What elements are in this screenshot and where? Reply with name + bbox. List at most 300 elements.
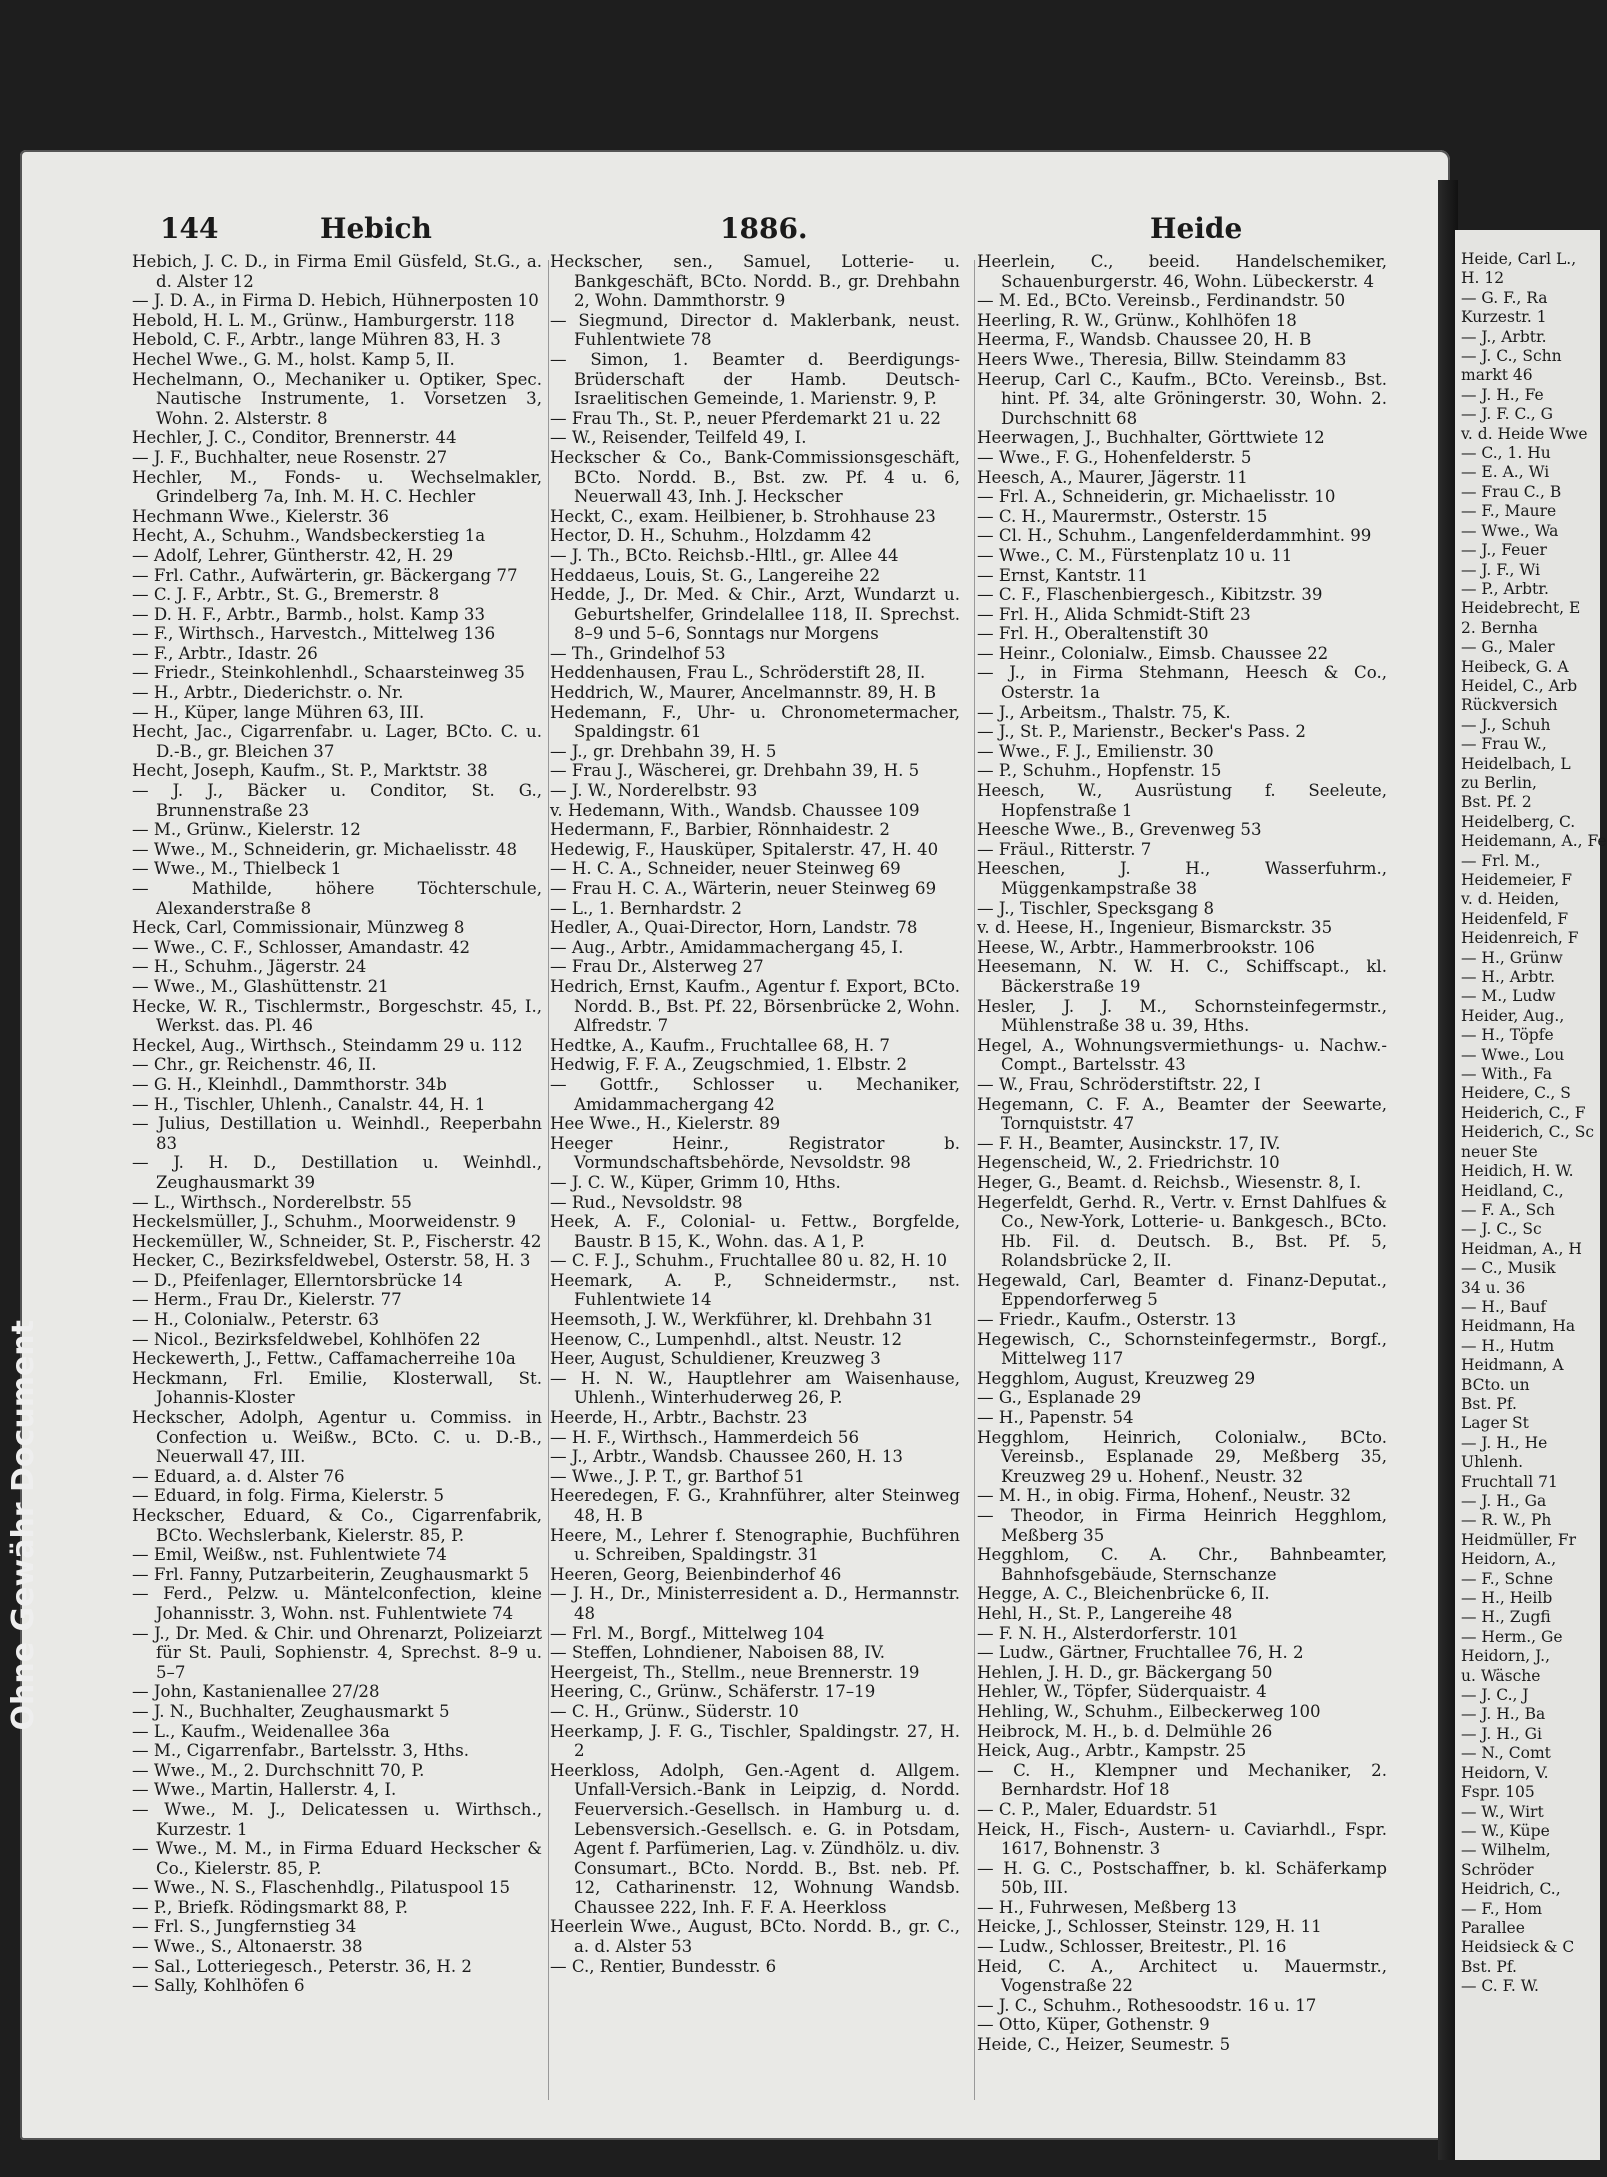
directory-entry: Heering, C., Grünw., Schäferstr. 17–19 <box>550 1682 876 1702</box>
adjacent-page-line: neuer Ste <box>1461 1142 1538 1161</box>
directory-entry: Heerlein, C., beeid. Handelschemiker, Schauenburgerstr. 46, Wohn. Lübeckerstr. 4 <box>977 252 1387 291</box>
directory-entry: Heemark, A. P., Schneidermstr., nst. Fuhlentwiete 14 <box>550 1270 960 1310</box>
directory-entry: Hebold, C. F., Arbtr., lange Mühren 83, H. 3 <box>132 330 501 350</box>
directory-entry: — Chr., gr. Reichenstr. 46, II. <box>132 1055 377 1075</box>
directory-entry: — J. J., Bäcker u. Conditor, St. G., Brunnenstraße 23 <box>132 781 542 820</box>
directory-entry: — Eduard, in folg. Firma, Kielerstr. 5 <box>132 1486 445 1506</box>
directory-entry: Heckscher & Co., Bank-Commissionsgeschäft, BCto. Nordd. B., Bst. zw. Pf. 4 u. 6, Neuerwall 43, Inh. J. Heckscher <box>550 447 960 507</box>
adjacent-page-line: Heiderich, C., Sc <box>1461 1123 1595 1142</box>
directory-entry: Heddrich, W., Maurer, Ancelmannstr. 89, H. B <box>550 683 937 703</box>
directory-entry: — J., Tischler, Specksgang 8 <box>977 898 1215 918</box>
adjacent-page-line: — J. F. C., G <box>1461 405 1553 424</box>
directory-entry: Heid, C. A., Architect u. Mauermstr., Vogenstraße 22 <box>977 1956 1387 1996</box>
directory-entry: Heerma, F., Wandsb. Chaussee 20, H. B <box>977 330 1312 350</box>
directory-entry: Hechmann Wwe., Kielerstr. 36 <box>132 506 389 526</box>
directory-entry: Hecht, A., Schuhm., Wandsbeckerstieg 1a <box>132 526 486 546</box>
directory-entry: — G. H., Kleinhdl., Dammthorstr. 34b <box>132 1074 447 1094</box>
directory-entry: Heckscher, Adolph, Agentur u. Commiss. in Confection u. Weißw., BCto. C. u. D.-B., Neuerwall 47, III. <box>132 1408 542 1467</box>
directory-entry: — Cl. H., Schuhm., Langenfelderdammhint. 99 <box>977 526 1372 546</box>
directory-entry: — W., Frau, Schröderstiftstr. 22, I <box>977 1074 1261 1094</box>
directory-entry: Heide, C., Heizer, Seumestr. 5 <box>977 2035 1231 2055</box>
directory-entry: — D., Pfeifenlager, Ellerntorsbrücke 14 <box>132 1270 463 1290</box>
directory-column-3 <box>977 252 1387 2112</box>
directory-entry: Heck, Carl, Commissionair, Münzweg 8 <box>132 918 465 938</box>
directory-entry: — J. C. W., Küper, Grimm 10, Hths. <box>550 1172 841 1192</box>
left-running-head: Hebich <box>320 212 432 245</box>
adjacent-page-line: Lager St <box>1461 1414 1529 1433</box>
directory-entry: — Wwe., J. P. T., gr. Barthof 51 <box>550 1466 805 1486</box>
directory-entry: v. Hedemann, With., Wandsb. Chaussee 109 <box>550 800 920 820</box>
directory-entry: — Wwe., M. J., Delicatessen u. Wirthsch., Kurzestr. 1 <box>132 1799 542 1839</box>
directory-entry: — Heinr., Colonialw., Eimsb. Chaussee 22 <box>977 643 1329 663</box>
adjacent-page-line: — E. A., Wi <box>1461 463 1550 482</box>
directory-entry: Hegewald, Carl, Beamter d. Finanz-Deputat., Eppendorferweg 5 <box>977 1270 1387 1310</box>
directory-entry: Hedermann, F., Barbier, Rönnhaidestr. 2 <box>550 820 890 840</box>
directory-entry: — H., Colonialw., Peterstr. 63 <box>132 1310 380 1330</box>
directory-entry: — C. J. F., Arbtr., St. G., Bremerstr. 8 <box>132 585 440 605</box>
adjacent-page-line: Fspr. 105 <box>1461 1783 1535 1802</box>
directory-entry: Hegewisch, C., Schornsteinfegermstr., Borgf., Mittelweg 117 <box>977 1329 1387 1369</box>
directory-entry: — Ludw., Gärtner, Fruchtallee 76, H. 2 <box>977 1643 1304 1663</box>
directory-entry: Heddenhausen, Frau L., Schröderstift 28, II. <box>550 663 926 683</box>
directory-entry: Heese, W., Arbtr., Hammerbrookstr. 106 <box>977 937 1315 957</box>
directory-entry: Heick, Aug., Arbtr., Kampstr. 25 <box>977 1741 1247 1761</box>
directory-entry: — J., Arbeitsm., Thalstr. 75, K. <box>977 702 1231 722</box>
directory-entry: — M., Cigarrenfabr., Bartelsstr. 3, Hths. <box>132 1741 470 1761</box>
adjacent-page-line: — G. F., Ra <box>1461 288 1548 307</box>
directory-entry: Heek, A. F., Colonial- u. Fettw., Borgfelde, Baustr. B 15, K., Wohn. das. A 1, P. <box>550 1212 960 1251</box>
directory-entry: — J. F., Buchhalter, neue Rosenstr. 27 <box>132 447 448 467</box>
adjacent-page-line: — J. H., Ba <box>1461 1705 1546 1724</box>
directory-entry: — J. N., Buchhalter, Zeughausmarkt 5 <box>132 1701 450 1721</box>
adjacent-page-line: Heidmann, A <box>1461 1356 1564 1375</box>
adjacent-page-line: — P., Arbtr. <box>1461 579 1549 598</box>
adjacent-page-line: — F. A., Sch <box>1461 1200 1555 1219</box>
page-number: 144 <box>160 212 219 245</box>
adjacent-page-line: — J. F., Wi <box>1461 560 1541 579</box>
directory-entry: — Theodor, in Firma Heinrich Hegghlom, Meßberg 35 <box>977 1506 1387 1545</box>
directory-entry: — Frl. H., Alida Schmidt-Stift 23 <box>977 604 1251 624</box>
adjacent-page-line: — Wwe., Lou <box>1461 1045 1565 1064</box>
directory-entry: Hegerfeldt, Gerhd. R., Vertr. v. Ernst Dahlfues & Co., New-York, Lotterie- u. Bankgesch., BCto. Hb. Fil. d. Deutsch. B., Bst. Pf. 5, Rolandsbrücke 2, II. <box>977 1192 1387 1271</box>
directory-entry: — W., Reisender, Teilfeld 49, I. <box>550 428 807 448</box>
directory-entry: — H. C. A., Schneider, neuer Steinweg 69 <box>550 859 901 879</box>
adjacent-page-line: 34 u. 36 <box>1461 1278 1526 1297</box>
directory-entry: — Frl. A., Schneiderin, gr. Michaelisstr. 10 <box>977 487 1336 507</box>
book-page <box>20 150 1450 2140</box>
directory-entry: — Wwe., C. F., Schlosser, Amandastr. 42 <box>132 937 471 957</box>
directory-entry: — J. H. D., Destillation u. Weinhdl., Zeughausmarkt 39 <box>132 1153 542 1192</box>
directory-entry: — Fräul., Ritterstr. 7 <box>977 839 1152 859</box>
adjacent-page-line: Heidmann, Ha <box>1461 1317 1576 1336</box>
directory-entry: — C. P., Maler, Eduardstr. 51 <box>977 1799 1219 1819</box>
directory-entry: — F., Arbtr., Idastr. 26 <box>132 643 318 663</box>
directory-entry: Hechler, J. C., Conditor, Brennerstr. 44 <box>132 428 457 448</box>
directory-entry: Heckmann, Frl. Emilie, Klosterwall, St. Johannis-Kloster <box>132 1368 542 1408</box>
directory-entry: — Wwe., N. S., Flaschenhdlg., Pilatuspool 15 <box>132 1878 511 1898</box>
directory-entry: — Ernst, Kantstr. 11 <box>977 565 1148 585</box>
directory-entry: Heergeist, Th., Stellm., neue Brennerstr. 19 <box>550 1662 920 1682</box>
side-stamp <box>0 1320 41 2020</box>
directory-column-2 <box>550 252 960 2112</box>
adjacent-page-column <box>1461 250 1607 1997</box>
directory-entry: — Wwe., C. M., Fürstenplatz 10 u. 11 <box>977 545 1293 565</box>
directory-entry: Hegenscheid, W., 2. Friedrichstr. 10 <box>977 1153 1280 1173</box>
directory-entry: — Frl. Fanny, Putzarbeiterin, Zeughausmarkt 5 <box>132 1564 529 1584</box>
directory-entry: — Sal., Lotteriegesch., Peterstr. 36, H. 2 <box>132 1956 472 1976</box>
directory-entry: Hesler, J. J. M., Schornsteinfegermstr., Mühlenstraße 38 u. 39, Hths. <box>977 996 1387 1036</box>
adjacent-page-line: — Herm., Ge <box>1461 1627 1563 1646</box>
adjacent-page-line: Heidsieck & C <box>1461 1938 1575 1957</box>
directory-entry: Hecht, Joseph, Kaufm., St. P., Marktstr. 38 <box>132 761 488 781</box>
directory-entry: — Wwe., M. M., in Firma Eduard Heckscher & Co., Kielerstr. 85, P. <box>132 1839 542 1878</box>
adjacent-page-line: Heidemeier, F <box>1461 871 1573 889</box>
directory-entry: — H., Fuhrwesen, Meßberg 13 <box>977 1897 1237 1917</box>
directory-entry: Heckewerth, J., Fettw., Caffamacherreihe 10a <box>132 1349 516 1369</box>
directory-entry: Hegge, A. C., Bleichenbrücke 6, II. <box>977 1584 1270 1604</box>
directory-entry: — Friedr., Kaufm., Osterstr. 13 <box>977 1310 1237 1330</box>
directory-entry: Hebold, H. L. M., Grünw., Hamburgerstr. 118 <box>132 310 515 330</box>
directory-entry: — J., St. P., Marienstr., Becker's Pass. 2 <box>977 722 1306 742</box>
directory-entry: — J., Dr. Med. & Chir. und Ohrenarzt, Polizeiarzt für St. Pauli, Sophienstr. 4, Sprechst. 8–9 u. 5–7 <box>132 1623 542 1682</box>
directory-entry: Heckemüller, W., Schneider, St. P., Fischerstr. 42 <box>132 1231 542 1251</box>
adjacent-page-line: Heiderich, C., F <box>1461 1103 1586 1122</box>
directory-entry: — F. H., Beamter, Ausinckstr. 17, IV. <box>977 1133 1281 1153</box>
adjacent-page-line: — J., Arbtr. <box>1461 327 1547 346</box>
adjacent-page-line: — H., Arbtr. <box>1461 968 1556 987</box>
directory-entry: — C. H., Grünw., Süderstr. 10 <box>550 1701 799 1721</box>
adjacent-page-line: — F., Maure <box>1461 502 1557 521</box>
directory-entry: Hecke, W. R., Tischlermstr., Borgeschstr. 45, I., Werkst. das. Pl. 46 <box>132 996 542 1036</box>
directory-entry: Hedler, A., Quai-Director, Horn, Landstr. 78 <box>550 918 918 938</box>
directory-entry: — C. F., Flaschenbiergesch., Kibitzstr. 39 <box>977 585 1323 605</box>
directory-entry: Hehlen, J. H. D., gr. Bäckergang 50 <box>977 1662 1273 1682</box>
directory-entry: Heckelsmüller, J., Schuhm., Moorweidenstr. 9 <box>132 1212 517 1232</box>
adjacent-page-line: Heidemann, A., Fe <box>1461 832 1607 851</box>
adjacent-page-line: — J., Schuh <box>1461 715 1551 734</box>
directory-entry: Hebich, J. C. D., in Firma Emil Güsfeld, St.G., a. d. Alster 12 <box>132 252 542 291</box>
directory-entry: — Gottfr., Schlosser u. Mechaniker, Amidammachergang 42 <box>550 1074 960 1114</box>
directory-entry: Heckel, Aug., Wirthsch., Steindamm 29 u. 112 <box>132 1035 523 1055</box>
adjacent-page-line: — Frau C., B <box>1461 482 1562 501</box>
directory-entry: — H., Arbtr., Diederichstr. o. Nr. <box>132 683 404 703</box>
adjacent-page-line: — H., Bauf <box>1461 1297 1547 1316</box>
adjacent-page-line: — H., Hutm <box>1461 1336 1555 1355</box>
directory-entry: Heers Wwe., Theresia, Billw. Steindamm 83 <box>977 349 1347 369</box>
adjacent-page-line: markt 46 <box>1461 366 1533 385</box>
adjacent-page-line: u. Wäsche <box>1461 1666 1541 1685</box>
adjacent-page-line: Heider, Aug., <box>1461 1006 1565 1025</box>
directory-entry: Heeschen, J. H., Wasserfuhrm., Müggenkampstraße 38 <box>977 859 1387 898</box>
directory-entry: — L., Wirthsch., Norderelbstr. 55 <box>132 1192 412 1212</box>
adjacent-page-line: — H., Grünw <box>1461 948 1563 967</box>
directory-entry: v. d. Heese, H., Ingenieur, Bismarckstr. 35 <box>977 918 1333 938</box>
directory-entry: — G., Esplanade 29 <box>977 1388 1142 1408</box>
directory-entry: Heeredegen, F. G., Krahnführer, alter Steinweg 48, H. B <box>550 1486 960 1525</box>
directory-entry: Hehling, W., Schuhm., Eilbeckerweg 100 <box>977 1701 1321 1721</box>
directory-entry: — Ferd., Pelzw. u. Mäntelconfection, kleine Johannisstr. 3, Wohn. nst. Fuhlentwiete 74 <box>132 1584 542 1623</box>
directory-entry: — Otto, Küper, Gothenstr. 9 <box>977 2015 1210 2035</box>
directory-entry: Hegghlom, C. A. Chr., Bahnbeamter, Bahnhofsgebäude, Sternschanze <box>977 1545 1387 1584</box>
directory-entry: — P., Briefk. Rödingsmarkt 88, P. <box>132 1897 409 1917</box>
directory-entry: — L., 1. Bernhardstr. 2 <box>550 898 742 918</box>
directory-entry: — Wwe., M., Thielbeck 1 <box>132 859 342 879</box>
adjacent-page-line: Bst. Pf. <box>1461 1957 1517 1976</box>
adjacent-page-line: Schröder <box>1461 1860 1534 1879</box>
adjacent-page-line: Uhlenh. <box>1461 1453 1524 1472</box>
directory-entry: — Eduard, a. d. Alster 76 <box>132 1466 345 1486</box>
adjacent-page-line: Heidere, C., S <box>1461 1084 1571 1103</box>
directory-entry: Hegel, A., Wohnungsvermiethungs- u. Nachw.-Compt., Bartelsstr. 43 <box>977 1035 1387 1075</box>
adjacent-page-line: — N., Comt <box>1461 1744 1551 1763</box>
directory-entry: — L., Kaufm., Weidenallee 36a <box>132 1721 390 1741</box>
directory-entry: — Wwe., M., Schneiderin, gr. Michaelisstr. 48 <box>132 839 518 859</box>
directory-entry: — H. N. W., Hauptlehrer am Waisenhause, Uhlenh., Winterhuderweg 26, P. <box>550 1368 960 1408</box>
adjacent-page-line: — J. H., He <box>1461 1433 1548 1452</box>
adjacent-page-line: Heidman, A., H <box>1461 1239 1582 1258</box>
directory-entry: Heesch, A., Maurer, Jägerstr. 11 <box>977 467 1248 487</box>
adjacent-page-line: H. 12 <box>1461 269 1505 288</box>
directory-entry: Heeger Heinr., Registrator b. Vormundschaftsbehörde, Nevsoldstr. 98 <box>550 1133 960 1173</box>
adjacent-page-line: — With., Fa <box>1461 1065 1552 1084</box>
directory-entry: — Mathilde, höhere Töchterschule, Alexanderstraße 8 <box>132 879 542 918</box>
directory-entry: Hechelmann, O., Mechaniker u. Optiker, Spec. Nautische Instrumente, 1. Vorsetzen 3, Wohn. 2. Alsterstr. 8 <box>132 369 542 428</box>
directory-entry: Heicke, J., Schlosser, Steinstr. 129, H. 11 <box>977 1917 1322 1937</box>
column-divider <box>974 260 975 2100</box>
directory-entry: — Frl. M., Borgf., Mittelweg 104 <box>550 1623 825 1643</box>
adjacent-page-line: — F., Schne <box>1461 1569 1553 1588</box>
adjacent-page-line: — Frl. M., <box>1461 851 1541 870</box>
directory-entry: — Frau Th., St. P., neuer Pferdemarkt 21 u. 22 <box>550 408 941 428</box>
directory-entry: — Frl. H., Oberaltenstift 30 <box>977 624 1209 644</box>
directory-entry: — Wwe., Martin, Hallerstr. 4, I. <box>132 1780 397 1800</box>
adjacent-page-line: Bst. Pf. <box>1461 1394 1517 1413</box>
directory-entry: — Frau H. C. A., Wärterin, neuer Steinweg 69 <box>550 879 937 898</box>
directory-entry: — J. Th., BCto. Reichsb.-Hltl., gr. Allee 44 <box>550 545 899 565</box>
directory-entry: Hehl, H., St. P., Langereihe 48 <box>977 1603 1233 1623</box>
directory-entry: Hee Wwe., H., Kielerstr. 89 <box>550 1114 781 1134</box>
directory-entry: Heesemann, N. W. H. C., Schiffscapt., kl. Bäckerstraße 19 <box>977 957 1387 996</box>
adjacent-page-line: — J. H., Gi <box>1461 1724 1542 1743</box>
adjacent-page-line: — J. C., Schn <box>1461 347 1562 366</box>
right-running-head: Heide <box>1150 212 1243 245</box>
directory-entry: Hecht, Jac., Cigarrenfabr. u. Lager, BCto. C. u. D.-B., gr. Bleichen 37 <box>132 722 542 761</box>
directory-entry: — Frau J., Wäscherei, gr. Drehbahn 39, H. 5 <box>550 761 920 781</box>
directory-entry: — Wwe., M., 2. Durchschnitt 70, P. <box>132 1760 425 1780</box>
directory-entry: Hechel Wwe., G. M., holst. Kamp 5, II. <box>132 349 455 369</box>
directory-entry: — Frl. Cathr., Aufwärterin, gr. Bäckergang 77 <box>132 565 518 585</box>
adjacent-page-line: Heide, Carl L., <box>1461 250 1577 268</box>
adjacent-page-line: — W., Küpe <box>1461 1821 1550 1840</box>
directory-entry: — C. F. J., Schuhm., Fruchtallee 80 u. 82, H. 10 <box>550 1251 948 1271</box>
directory-entry: — H., Papenstr. 54 <box>977 1408 1134 1428</box>
directory-entry: — Adolf, Lehrer, Güntherstr. 42, H. 29 <box>132 545 454 565</box>
adjacent-page-line: — C., 1. Hu <box>1461 444 1551 463</box>
adjacent-page-line: Heidenreich, F <box>1461 929 1579 948</box>
adjacent-page-line: — H., Töpfe <box>1461 1026 1554 1045</box>
directory-entry: Heger, G., Beamt. d. Reichsb., Wiesenstr. 8, I. <box>977 1172 1362 1192</box>
adjacent-page-line: zu Berlin, <box>1461 773 1537 792</box>
directory-entry: — Th., Grindelhof 53 <box>550 643 726 663</box>
directory-entry: Hehler, W., Töpfer, Süderquaistr. 4 <box>977 1682 1267 1702</box>
directory-entry: — Rud., Nevsoldstr. 98 <box>550 1192 743 1212</box>
directory-entry: Heddaeus, Louis, St. G., Langereihe 22 <box>550 565 881 585</box>
directory-entry: — C., Rentier, Bundesstr. 6 <box>550 1956 777 1976</box>
adjacent-page-line: — H., Zugfi <box>1461 1608 1551 1627</box>
directory-entry: — Aug., Arbtr., Amidammachergang 45, I. <box>550 937 904 957</box>
directory-entry: — Siegmund, Director d. Maklerbank, neust. Fuhlentwiete 78 <box>550 310 960 350</box>
stamp-text: Ohne Gewähr Document <box>6 1320 41 1731</box>
adjacent-page-line: Bst. Pf. 2 <box>1461 793 1532 812</box>
adjacent-page-line: Heidelberg, C. <box>1461 812 1576 831</box>
directory-entry: Hechler, M., Fonds- u. Wechselmakler, Grindelberg 7a, Inh. M. H. C. Hechler <box>132 467 542 507</box>
adjacent-page-line: — C., Musik <box>1461 1259 1556 1278</box>
adjacent-page-line: — J. C., J <box>1461 1686 1529 1705</box>
adjacent-page-line: Heidorn, V. <box>1461 1763 1549 1782</box>
directory-column-1 <box>132 252 542 2112</box>
directory-entry: Heemsoth, J. W., Werkführer, kl. Drehbahn 31 <box>550 1310 934 1330</box>
directory-entry: — Wwe., M., Glashüttenstr. 21 <box>132 976 389 996</box>
adjacent-page-line: Heidland, C., <box>1461 1181 1564 1200</box>
directory-entry: Hedtke, A., Kaufm., Fruchtallee 68, H. 7 <box>550 1035 890 1055</box>
adjacent-page-line: — Wilhelm, <box>1461 1841 1551 1860</box>
adjacent-page-line: Heidorn, A., <box>1461 1550 1557 1569</box>
adjacent-page-line: — W., Wirt <box>1461 1802 1544 1821</box>
directory-entry: — Ludw., Schlosser, Breitestr., Pl. 16 <box>977 1937 1287 1957</box>
directory-entry: Hedwig, F. F. A., Zeugschmied, 1. Elbstr. 2 <box>550 1055 908 1075</box>
adjacent-page-line: — J. H., Ga <box>1461 1492 1547 1510</box>
directory-entry: Heibrock, M. H., b. d. Delmühle 26 <box>977 1721 1273 1741</box>
directory-entry: — J. D. A., in Firma D. Hebich, Hühnerposten 10 <box>132 291 539 311</box>
adjacent-page-line: — C. F. W. <box>1461 1977 1539 1996</box>
directory-entry: Heesche Wwe., B., Grevenweg 53 <box>977 820 1262 840</box>
adjacent-page-line: Heidelbach, L <box>1461 754 1571 773</box>
directory-entry: Heckscher, sen., Samuel, Lotterie- u. Bankgeschäft, BCto. Nordd. B., gr. Drehbahn 2, Wohn. Dammthorstr. 9 <box>550 252 960 311</box>
directory-entry: — Sally, Kohlhöfen 6 <box>132 1976 305 1996</box>
directory-entry: Hegemann, C. F. A., Beamter der Seewarte, Tornquiststr. 47 <box>977 1094 1387 1134</box>
directory-entry: Hedrich, Ernst, Kaufm., Agentur f. Export, BCto. Nordd. B., Bst. Pf. 22, Börsenbrücke 2, Wohn. Alfredstr. 7 <box>550 976 960 1036</box>
directory-entry: Heerling, R. W., Grünw., Kohlhöfen 18 <box>977 310 1297 330</box>
adjacent-page-line: v. d. Heiden, <box>1461 890 1560 909</box>
directory-entry: Heer, August, Schuldiener, Kreuzweg 3 <box>550 1349 881 1369</box>
directory-entry: Hedde, J., Dr. Med. & Chir., Arzt, Wundarzt u. Geburtshelfer, Grindelallee 118, II. Sprechst. 8–9 und 5–6, Sonntags nur Morgens <box>550 585 960 644</box>
directory-entry: — Nicol., Bezirksfeldwebel, Kohlhöfen 22 <box>132 1329 481 1349</box>
adjacent-page-line: Parallee <box>1461 1918 1525 1937</box>
adjacent-page-line: Heidmüller, Fr <box>1461 1530 1577 1549</box>
adjacent-page-line: Kurzestr. 1 <box>1461 308 1547 327</box>
adjacent-page-fragment <box>1455 230 1607 2160</box>
directory-entry: Hedewig, F., Hausküper, Spitalerstr. 47, H. 40 <box>550 839 939 859</box>
adjacent-page-line: — M., Ludw <box>1461 987 1556 1006</box>
directory-entry: — H. F., Wirthsch., Hammerdeich 56 <box>550 1427 860 1447</box>
directory-entry: Heckt, C., exam. Heilbiener, b. Strohhause 23 <box>550 506 936 526</box>
adjacent-page-line: — H., Heilb <box>1461 1589 1553 1608</box>
directory-entry: Heerkloss, Adolph, Gen.-Agent d. Allgem. Unfall-Versich.-Bank in Leipzig, d. Nordd. Feuerversich.-Gesellsch. in Hamburg u. d. Lebensversich.-Gesellsch. e. G. in Potsdam, Agent f. Parfümerien, Lag. v. Zündhölz. u. div. Consumart., BCto. Nordd. B., Bst. neb. Pf. 12, Catharinenstr. 12, Wohnung Wandsb. Chaussee 222, Inh. F. F. A. Heerkloss <box>550 1760 960 1917</box>
adjacent-page-line: Heidrich, C., <box>1461 1880 1561 1899</box>
year-heading: 1886. <box>720 212 808 245</box>
directory-entry: — J. C., Schuhm., Rothesoodstr. 16 u. 17 <box>977 1995 1317 2015</box>
directory-entry: Heick, H., Fisch-, Austern- u. Caviarhdl., Fspr. 1617, Bohnenstr. 3 <box>977 1819 1387 1859</box>
adjacent-page-line: Rückversich <box>1461 696 1558 715</box>
directory-entry: Heeren, Georg, Beienbinderhof 46 <box>550 1564 842 1584</box>
adjacent-page-line: Heidorn, J., <box>1461 1647 1551 1666</box>
directory-entry: — H. G. C., Postschaffner, b. kl. Schäferkamp 50b, III. <box>977 1858 1387 1898</box>
adjacent-page-line: — F., Hom <box>1461 1899 1543 1918</box>
adjacent-page-line: Heidel, C., Arb <box>1461 676 1578 695</box>
adjacent-page-line: Heidebrecht, E <box>1461 599 1581 618</box>
adjacent-page-line: — Frau W., <box>1461 735 1547 754</box>
directory-entry: — F., Wirthsch., Harvestch., Mittelweg 136 <box>132 624 496 644</box>
directory-entry: — J. H., Dr., Ministerresident a. D., Hermannstr. 48 <box>550 1584 960 1623</box>
directory-entry: — Emil, Weißw., nst. Fuhlentwiete 74 <box>132 1545 447 1565</box>
directory-entry: — H., Schuhm., Jägerstr. 24 <box>132 957 367 977</box>
directory-entry: — Wwe., S., Altonaerstr. 38 <box>132 1937 363 1957</box>
adjacent-page-line: — J. C., Sc <box>1461 1220 1542 1239</box>
directory-entry: — F. N. H., Alsterdorferstr. 101 <box>977 1623 1239 1643</box>
directory-entry: Hecker, C., Bezirksfeldwebel, Osterstr. 58, H. 3 <box>132 1251 531 1271</box>
adjacent-page-line: Heidenfeld, F <box>1461 909 1569 928</box>
directory-entry: — H., Küper, lange Mühren 63, III. <box>132 702 425 722</box>
adjacent-page-line: Fruchtall 71 <box>1461 1472 1558 1491</box>
adjacent-page-line: — G., Maler <box>1461 638 1555 657</box>
directory-entry: — D. H. F., Arbtr., Barmb., holst. Kamp 33 <box>132 604 485 624</box>
directory-entry: — J., Arbtr., Wandsb. Chaussee 260, H. 13 <box>550 1447 903 1467</box>
directory-entry: Heerkamp, J. F. G., Tischler, Spaldingstr. 27, H. 2 <box>550 1721 960 1761</box>
adjacent-page-line: — J., Feuer <box>1461 541 1547 560</box>
directory-entry: — J., in Firma Stehmann, Heesch & Co., Osterstr. 1a <box>977 663 1387 703</box>
directory-entry: — M. Ed., BCto. Vereinsb., Ferdinandstr. 50 <box>977 291 1346 311</box>
directory-entry: Heenow, C., Lumpenhdl., altst. Neustr. 12 <box>550 1329 903 1349</box>
adjacent-page-line: BCto. un <box>1461 1375 1530 1394</box>
directory-entry: Heere, M., Lehrer f. Stenographie, Buchführen u. Schreiben, Spaldingstr. 31 <box>550 1525 960 1565</box>
directory-entry: Hegghlom, Heinrich, Colonialw., BCto. Vereinsb., Esplanade 29, Meßberg 35, Kreuzweg 29 u. Hohenf., Neustr. 32 <box>977 1427 1387 1486</box>
directory-entry: — Simon, 1. Beamter d. Beerdigungs-Brüderschaft der Hamb. Deutsch-Israelitischen Gemeinde, 1. Marienstr. 9, P. <box>550 349 960 409</box>
directory-entry: — Wwe., F. G., Hohenfelderstr. 5 <box>977 447 1252 467</box>
adjacent-page-line: — Wwe., Wa <box>1461 521 1559 540</box>
directory-entry: — Frau Dr., Alsterweg 27 <box>550 957 764 977</box>
directory-entry: Heerwagen, J., Buchhalter, Görttwiete 12 <box>977 428 1325 448</box>
page-header <box>20 212 1450 252</box>
directory-entry: — Frl. S., Jungfernstieg 34 <box>132 1917 357 1937</box>
directory-entry: — P., Schuhm., Hopfenstr. 15 <box>977 761 1222 781</box>
adjacent-page-line: Heidich, H. W. <box>1461 1162 1574 1181</box>
directory-entry: — J. W., Norderelbstr. 93 <box>550 781 758 801</box>
adjacent-page-line: — R. W., Ph <box>1461 1511 1552 1530</box>
directory-entry: — Steffen, Lohndiener, Naboisen 88, IV. <box>550 1643 886 1663</box>
adjacent-page-line: 2. Bernha <box>1461 618 1538 637</box>
directory-entry: Hector, D. H., Schuhm., Holzdamm 42 <box>550 526 872 546</box>
adjacent-page-line: v. d. Heide Wwe <box>1461 424 1588 443</box>
directory-entry: — Friedr., Steinkohlenhdl., Schaarsteinweg 35 <box>132 663 525 683</box>
directory-entry: Heerup, Carl C., Kaufm., BCto. Vereinsb., Bst. hint. Pf. 34, alte Gröningerstr. 30, Wohn. 2. Durchschnitt 68 <box>977 369 1387 428</box>
directory-entry: Heerlein Wwe., August, BCto. Nordd. B., gr. C., a. d. Alster 53 <box>550 1917 960 1957</box>
directory-entry: Hegghlom, August, Kreuzweg 29 <box>977 1368 1256 1388</box>
directory-entry: — John, Kastanienallee 27/28 <box>132 1682 380 1702</box>
directory-entry: Heckscher, Eduard, & Co., Cigarrenfabrik, BCto. Wechslerbank, Kielerstr. 85, P. <box>132 1506 542 1545</box>
directory-entry: — J., gr. Drehbahn 39, H. 5 <box>550 741 777 761</box>
directory-entry: Hedemann, F., Uhr- u. Chronometermacher, Spaldingstr. 61 <box>550 702 960 742</box>
column-divider <box>548 260 549 2100</box>
directory-entry: Heerde, H., Arbtr., Bachstr. 23 <box>550 1408 808 1428</box>
directory-entry: — C. H., Maurermstr., Osterstr. 15 <box>977 506 1268 526</box>
directory-entry: — H., Tischler, Uhlenh., Canalstr. 44, H. 1 <box>132 1094 486 1114</box>
directory-entry: — Julius, Destillation u. Weinhdl., Reeperbahn 83 <box>132 1114 542 1153</box>
directory-entry: — Herm., Frau Dr., Kielerstr. 77 <box>132 1290 402 1310</box>
directory-entry: Heesch, W., Ausrüstung f. Seeleute, Hopfenstraße 1 <box>977 781 1387 820</box>
directory-entry: — Wwe., F. J., Emilienstr. 30 <box>977 741 1214 761</box>
adjacent-page-line: Heibeck, G. A <box>1461 657 1569 676</box>
directory-entry: — M. H., in obig. Firma, Hohenf., Neustr. 32 <box>977 1486 1352 1506</box>
